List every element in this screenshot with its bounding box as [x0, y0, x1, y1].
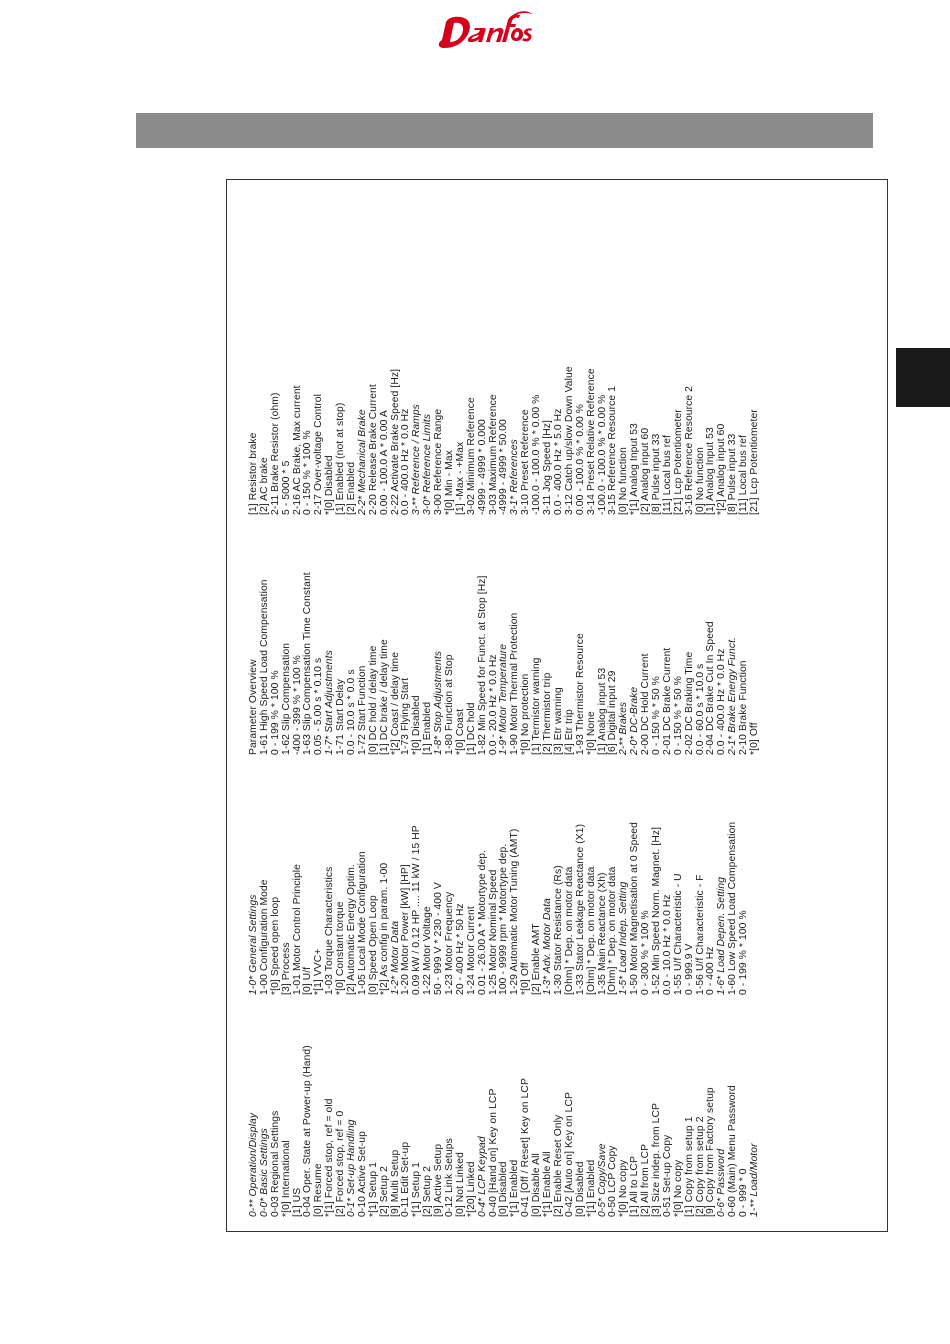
parameter-line: 1-63 Slip Compensation Time Constant — [302, 572, 314, 755]
parameter-line: 1-35 Main Reactance (Xh) — [596, 872, 608, 995]
parameter-line: [1] Analog Input 53 — [705, 427, 717, 515]
parameter-group-heading: 1-8* Stop Adjustments — [433, 650, 445, 755]
parameter-line: 0 - 199 % * 100 % — [738, 910, 750, 995]
parameter-line: [4] Etr trip — [563, 709, 575, 755]
parameter-line: *[1] Analog Input 53 — [629, 423, 641, 515]
parameter-line: 1-01 Motor Control Principle — [291, 864, 303, 995]
parameter-line: [0] DC hold / delay time — [367, 645, 379, 755]
parameter-line: 0.09 kW / 0.12 HP .... 11 kW / 15 HP — [411, 825, 423, 995]
parameter-line: *[0] Disabled — [324, 455, 336, 515]
parameter-line: 1-24 Motor Current — [465, 906, 477, 995]
parameter-line: 2-11 Brake Resistor (ohm) — [269, 392, 281, 515]
parameter-line: [2] Thermistor trip — [542, 672, 554, 755]
parameter-line: 0.01 - 26.00 A * Motortype dep. — [476, 849, 488, 995]
parameter-line: 0-10 Active Set-up — [356, 1131, 368, 1217]
parameter-line: 0-40 [Hand on] Key on LCP — [487, 1088, 499, 1217]
parameter-line: *[0] Disabled — [411, 695, 423, 755]
parameter-group-heading: 2-** Brakes — [618, 701, 630, 755]
parameter-line: [6] Digital input 29 — [607, 670, 619, 755]
parameter-line: *[1] Enabled — [585, 1159, 597, 1217]
parameter-line: 0 - 199 % * 100 % — [269, 670, 281, 755]
parameter-line: 1-29 Automatic Motor Tuning (AMT) — [509, 828, 521, 995]
parameter-line: 1-22 Motor Voltage — [422, 906, 434, 995]
parameter-line: 1-55 U/f Characteristic - U — [672, 873, 684, 995]
parameter-line: *[1] Forced stop, ref = old — [324, 1098, 336, 1217]
parameter-column-3 — [249, 572, 761, 755]
parameter-line: 1-60 Low Speed Load Compensation — [727, 821, 739, 995]
parameter-line: [3] Size indep. from LCP — [650, 1102, 662, 1217]
parameter-line: 3-12 Catch up/slow Down Value — [563, 366, 575, 515]
parameter-line: 1-72 Start Function — [356, 665, 368, 755]
parameter-line: [2] All from LCP — [640, 1143, 652, 1217]
parameter-line: -400 - 399 % * 100 % — [291, 655, 303, 755]
parameter-line: 0-42 [Auto on] Key on LCP — [563, 1092, 575, 1217]
parameter-line: *[1] Setup 1 — [367, 1161, 379, 1217]
parameter-line: [1] Resistor brake — [248, 432, 259, 515]
parameter-line: 1-05 Local Mode Configuration — [356, 851, 368, 995]
parameter-group-heading: 0-4* LCP Keypad — [476, 1136, 488, 1217]
parameter-line: 1-56 U/f Characteristic - F — [694, 874, 706, 995]
parameter-group-heading: 1-** Load/Motor — [748, 1143, 760, 1217]
parameter-line: [1] Enabled — [422, 701, 434, 755]
parameter-line: 2-22 Activate Brake Speed [Hz] — [389, 368, 401, 515]
parameter-group-heading: 2-2* Mechanical Brake — [356, 409, 368, 515]
parameter-line: [1] Termistor warning — [531, 657, 543, 755]
parameter-line: [11] Local bus ref — [661, 434, 673, 515]
parameter-line: [21] Lcp Potentiometer — [672, 409, 684, 515]
parameter-line: 3-15 Reference Resource 1 — [607, 386, 619, 515]
parameter-line: *[1] Enabled — [509, 1159, 521, 1217]
parameter-line: [2] Forced stop, ref = 0 — [335, 1110, 347, 1217]
parameter-column-2 — [249, 822, 750, 995]
parameter-line: [1] Analog input 53 — [596, 667, 608, 755]
parameter-line: 1-20 Motor Power [kW] [HP] — [400, 864, 412, 995]
parameter-line: [0] Disabled — [498, 1161, 510, 1217]
parameter-line: [0] U/f — [302, 966, 314, 995]
parameter-line: 1-62 Slip Compensation — [280, 642, 292, 755]
parameter-group-heading: 1-7* Start Adjustments — [324, 650, 336, 755]
parameter-line: [0] Not Linked — [454, 1152, 466, 1217]
parameter-line: [21] Lcp Potentiometer — [748, 409, 760, 515]
parameter-group-heading: 0-5* Copy/Save — [596, 1143, 608, 1217]
parameter-line: 0-12 Link Setups — [444, 1138, 456, 1217]
parameter-line: *[2] Analog input 60 — [716, 423, 728, 515]
parameter-line: 2-02 DC Braking Time — [683, 651, 695, 755]
parameter-line: 2-10 Brake Function — [738, 660, 750, 755]
parameter-line: 0-51 Set-up Copy — [661, 1134, 673, 1217]
parameter-line: 2-00 DC Hold Current — [640, 653, 652, 755]
parameter-line: 3-03 Maximum Reference — [487, 394, 499, 515]
parameter-line: *[1] VVC+ — [313, 948, 325, 995]
parameter-line: 1-33 Stator Leakage Reactance (X1) — [574, 823, 586, 995]
parameter-line: *[0] Constant torque — [335, 901, 347, 995]
parameter-group-heading: 3-** Reference / Ramps — [411, 404, 423, 515]
parameter-line: [2] Analog input 60 — [640, 427, 652, 515]
parameter-line: [2] Enable Reset Only — [552, 1114, 564, 1217]
parameter-line: 3-02 Minimum Reference — [465, 397, 477, 515]
parameter-line: 50 - 999 V * 230 - 400 V — [433, 882, 445, 995]
parameter-line: 0.0 - 20.0 Hz * 0.0 Hz — [487, 654, 499, 755]
parameter-line: [2] Setup 2 — [378, 1166, 390, 1217]
parameter-line: 1-03 Torque Characteristics — [324, 866, 336, 995]
rotated-parameter-table — [249, 207, 888, 1217]
parameter-line: -4999 - 4999 * 0.000 — [476, 419, 488, 515]
parameter-group-heading: 1-5* Load Indep. Setting — [618, 881, 630, 995]
parameter-line: [1] US — [291, 1187, 303, 1217]
parameter-line: 1-50 Motor Magnetisation at 0 Speed — [629, 822, 641, 995]
parameter-line: -4999 - 4999 * 50.00 — [498, 419, 510, 515]
parameter-line: 0.0 - 400.0 Hz * 5.0 Hz — [552, 408, 564, 515]
parameter-line: 2-04 DC Brake Cut In Speed — [705, 621, 717, 755]
parameter-line: [9] Multi Setup — [389, 1149, 401, 1217]
parameter-line: [8] Pulse input 33 — [650, 433, 662, 515]
parameter-line: [Ohm] * Dep. on motor data — [607, 866, 619, 995]
parameter-line: [1] DC brake / delay time — [378, 639, 390, 755]
parameter-line: [1] Copy from setup 1 — [683, 1116, 695, 1217]
parameter-line: [11] Local bus ref — [738, 434, 750, 515]
parameter-line: 2-16 AC Brake, Max current — [291, 385, 303, 515]
parameter-line: [2] Copy from setup 2 — [694, 1116, 706, 1217]
section-header-bar — [136, 113, 873, 148]
parameter-line: [9] Active Setup — [433, 1143, 445, 1217]
parameter-line: 100 - 9999 rpm * Motortype dep. — [498, 843, 510, 995]
parameter-line: *[0] Min - Max — [444, 450, 456, 515]
parameter-group-heading: 1-0* General Settings — [248, 894, 259, 995]
parameter-line: *[0] Off — [748, 722, 760, 755]
parameter-line: [9] Copy from Factory setup — [705, 1087, 717, 1217]
parameter-group-heading: 0-6* Password — [716, 1148, 728, 1217]
parameter-line: 1-23 Motor Frequency — [444, 891, 456, 995]
parameter-line: 3-16 Reference Resource 2 — [683, 386, 695, 515]
danfoss-logo — [436, 10, 532, 54]
parameter-line: *[0] Off — [520, 962, 532, 995]
parameter-line: 1-25 Motor Nominal Speed — [487, 869, 499, 995]
parameter-line: Parameter Overview — [248, 659, 259, 755]
parameter-line: -100.0 - 100.0 % * 0.00 % — [531, 394, 543, 515]
parameter-line: [0] No function — [694, 447, 706, 515]
parameter-line: *[0] No copy — [672, 1159, 684, 1217]
parameter-line: 3-00 Reference Range — [433, 408, 445, 515]
parameter-line: 0.0 - 10.0 s * 0.0 s — [346, 669, 358, 755]
parameter-line: 0-41 [Off / Reset] Key on LCP — [520, 1078, 532, 1217]
parameter-group-heading: 1-9* Motor Temperature — [498, 643, 510, 755]
parameter-column-1 — [249, 1045, 761, 1217]
parameter-line: 0.00 - 100.0 A * 0.00 A — [378, 410, 390, 515]
parameter-line: 3-10 Preset Reference — [520, 409, 532, 515]
parameter-line: [0] Speed Open Loop — [367, 895, 379, 995]
parameter-group-heading: 0-1* Set-up Handling — [346, 1119, 358, 1217]
parameter-line: *[2] Coast / delay time — [389, 651, 401, 755]
parameter-line: 2-01 DC Brake Current — [661, 647, 673, 755]
parameter-line: *[0] None — [585, 711, 597, 755]
parameter-line: 2-17 Over-voltage Control — [313, 394, 325, 515]
parameter-line: *[0] Speed open loop — [269, 896, 281, 995]
parameter-line: 3-14 Preset Relative Reference — [585, 368, 597, 515]
parameter-line: [1] DC hold — [465, 702, 477, 755]
parameter-line: *[1] Enable All — [542, 1151, 554, 1217]
parameter-line: [0] Disable All — [531, 1153, 543, 1217]
parameter-overview-frame — [226, 179, 888, 1232]
parameter-line: *[0] Coast — [454, 708, 466, 755]
parameter-line: [1] -Max - +Max — [454, 441, 466, 515]
parameter-line: 1-80 Function at Stop — [444, 654, 456, 755]
parameter-line: [2] Enable AMT — [531, 923, 543, 995]
parameter-line: [8] Pulse input 33 — [727, 433, 739, 515]
parameter-group-heading: 0-0* Basic Settings — [258, 1128, 270, 1217]
parameter-line: 0-50 LCP Copy — [607, 1145, 619, 1217]
parameter-line: 0 - 999.9 V — [683, 943, 695, 995]
parameter-line: [Ohm] * Dep. on motor data — [585, 866, 597, 995]
parameter-line: [Ohm] * Dep. on motor data — [563, 866, 575, 995]
parameter-line: 0-03 Regional Settings — [269, 1110, 281, 1217]
parameter-line: [2] AC brake — [258, 457, 270, 515]
parameter-line: 3-11 Jog Speed [Hz] — [542, 419, 554, 515]
parameter-line: 0.05 - 5.00 s * 0.10 s — [313, 657, 325, 755]
parameter-line: 0.0 - 10.0 Hz * 0.0 Hz — [661, 894, 673, 995]
parameter-line: -100.0 - 100.0 % * 0.00 % — [596, 394, 608, 515]
parameter-line: 1-71 Start Delay — [335, 678, 347, 755]
parameter-column-4 — [249, 366, 761, 515]
parameter-line: 20 - 400 Hz * 50 Hz — [454, 903, 466, 995]
parameter-line: [2] Enabled — [346, 461, 358, 515]
parameter-line: [2] Setup 2 — [422, 1166, 434, 1217]
parameter-line: 1-61 High Speed Load Compensation — [258, 579, 270, 755]
parameter-line: [3] Process — [280, 942, 292, 995]
parameter-group-heading: 2-0* DC-Brake — [629, 686, 641, 755]
parameter-line: [0] No function — [618, 447, 630, 515]
parameter-group-heading: 0-** Operation/Display — [248, 1112, 259, 1217]
parameter-line: 0-60 (Main) Menu Password — [727, 1085, 739, 1217]
parameter-line: *[2] As config in param. 1-00 — [378, 862, 390, 995]
parameter-line: [0] Disabled — [574, 1161, 586, 1217]
parameter-group-heading: 3-1* References — [509, 439, 521, 515]
parameter-line: 0.00 - 100.0 % * 0.00 % — [574, 403, 586, 515]
parameter-line: 5 - 5000 * 5 — [280, 460, 292, 515]
parameter-line: 0-11 Edit Set-up — [400, 1141, 412, 1217]
parameter-line: *[1] Setup 1 — [411, 1161, 423, 1217]
parameter-line: 1-00 Configuration Mode — [258, 879, 270, 995]
parameter-line: 0.0 - 60.0 s * 10.0 s — [694, 663, 706, 755]
parameter-line: 0 - 300 % * 100 % — [640, 910, 652, 995]
parameter-line: 0.0 - 400.0 Hz * 0.0 Hz — [400, 408, 412, 515]
parameter-line: 1-93 Thermistor Resource — [574, 633, 586, 755]
parameter-line: 1-30 Stator Resistance (Rs) — [552, 865, 564, 995]
parameter-group-heading: 1-3* Adv. Motor Data — [542, 898, 554, 995]
parameter-line: 1-52 Min Speed Norm. Magnet. [Hz] — [650, 826, 662, 995]
parameter-line: *[0] International — [280, 1140, 292, 1217]
parameter-line: [1] All to LCP — [629, 1156, 641, 1217]
parameter-group-heading: 1-2* Motor Data — [389, 920, 401, 995]
parameter-line: [0] Resume — [313, 1163, 325, 1217]
parameter-line: [2] Automatic Energy Optim. — [346, 864, 358, 995]
parameter-line: 0 - 400 Hz — [705, 946, 717, 995]
parameter-line: *[0] No protection — [520, 673, 532, 755]
parameter-line: 0-04 Oper. State at Power-up (Hand) — [302, 1045, 314, 1217]
parameter-line: [3] Etr warning — [552, 687, 564, 755]
parameter-group-heading: 3-0* Reference Limits — [422, 413, 434, 515]
parameter-group-heading: 1-6* Load Depen. Setting — [716, 876, 728, 995]
parameter-line: 0.0 - 400.0 Hz * 0.0 Hz — [716, 648, 728, 755]
parameter-line: 1-73 Flying Start — [400, 677, 412, 755]
parameter-line: *[0] No copy — [618, 1159, 630, 1217]
parameter-line: [1] Enabled (not at stop) — [335, 402, 347, 515]
parameter-line: 0 - 150 % * 50 % — [672, 676, 684, 755]
parameter-line: 0 - 150 % * 100 % — [302, 430, 314, 515]
parameter-line: 1-90 Motor Thermal Protection — [509, 612, 521, 755]
chapter-tab-marker — [896, 348, 950, 407]
parameter-line: *[20] Linked — [465, 1161, 477, 1217]
parameter-line: 2-20 Release Brake Current — [367, 384, 379, 515]
parameter-line: 0 - 999 * 0 — [738, 1168, 750, 1217]
parameter-line: 1-82 Min Speed for Funct. at Stop [Hz] — [476, 575, 488, 755]
parameter-group-heading: 2-1* Brake Energy Funct. — [727, 636, 739, 755]
parameter-line: 0 - 150 % * 50 % — [650, 676, 662, 755]
